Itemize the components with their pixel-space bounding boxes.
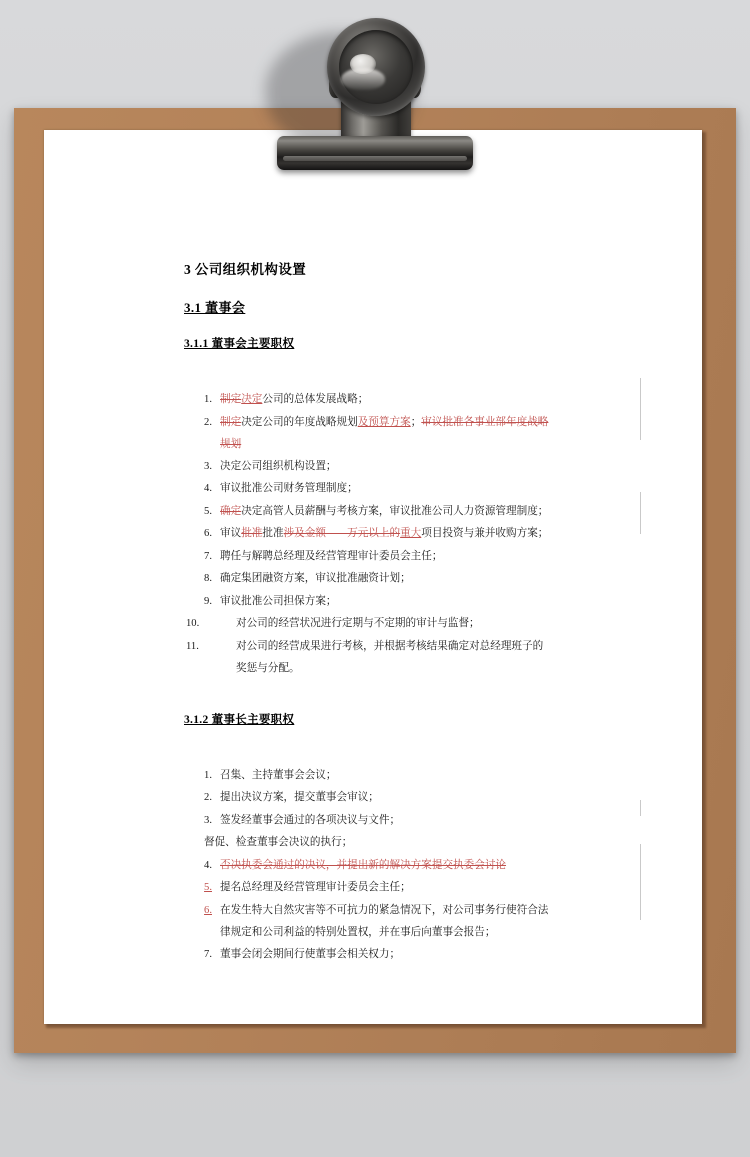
text-run-normal: ； (410, 416, 422, 428)
text-run-deleted: 规划 (220, 439, 242, 450)
clamp-disc (327, 18, 425, 116)
heading-section-3-1-1: 3.1.1 董事会主要职权 (184, 338, 295, 350)
list-item-continuation (184, 434, 614, 456)
list-item (184, 944, 614, 966)
list-item (184, 412, 614, 434)
list-item-text (204, 837, 352, 848)
list-item-number: 3. (204, 814, 212, 826)
list-item-number: 3. (204, 460, 212, 472)
list-item-number: 8. (204, 573, 212, 584)
list-item-text (220, 792, 379, 803)
chairman-powers-list (184, 765, 614, 966)
list-item (184, 501, 614, 523)
list-item-number: 2. (204, 416, 212, 428)
change-bar (640, 492, 641, 534)
text-run-normal: 对公司的经营成果进行考核，并根据考核结果确定对总经理班子的 (236, 640, 544, 652)
list-item-text (220, 573, 411, 584)
heading-section-3-1-1-wrap (184, 334, 614, 371)
list-item-continuation (184, 922, 614, 944)
text-run-deleted: 涉及金额——万元以上的 (283, 528, 401, 539)
heading-section-3-1-2-wrap (184, 710, 614, 747)
list-item (184, 546, 614, 568)
text-run-deleted: 审议批准各事业部年度战略 (421, 416, 549, 428)
document-content (184, 258, 614, 966)
list-item-text (220, 860, 506, 871)
list-item (184, 613, 614, 635)
text-run-normal: 确定集团融资方案，审议批准融资计划； (220, 573, 411, 584)
list-item-text (220, 596, 337, 607)
list-item-number: 2. (204, 792, 212, 803)
list-item-number: 7. (204, 550, 212, 562)
list-item-number: 10. (186, 618, 200, 629)
text-run-inserted: 及预算方案 (357, 416, 411, 428)
list-item-number: 5. (204, 882, 212, 893)
list-item-number: 1. (204, 394, 212, 405)
text-run-normal: 提名总经理及经营管理审计委员会主任； (220, 882, 411, 893)
heading-section-3-1-text: 3.1 董事会 (184, 300, 246, 315)
text-run-normal: 对公司的经营状况进行定期与不定期的审计与监督； (236, 618, 480, 629)
list-item-text (220, 905, 548, 916)
text-run-deleted: 确定 (220, 505, 242, 517)
clipboard-clamp (277, 18, 473, 170)
list-item-text (220, 506, 548, 517)
clamp-bar (277, 136, 473, 170)
text-run-normal: 提出决议方案，提交董事会审议； (220, 792, 379, 803)
document-paper (44, 130, 702, 1024)
list-item (184, 832, 614, 854)
text-run-normal: 决定公司的年度战略规划 (241, 416, 358, 428)
list-item-number: 6. (204, 904, 212, 916)
document-body (44, 130, 702, 1024)
list-item-text (236, 618, 480, 629)
text-run-normal: 签发经董事会通过的各项决议与文件； (220, 814, 401, 826)
list-item-text (220, 394, 368, 405)
list-item-number: 5. (204, 505, 212, 517)
text-run-normal: 在发生特大自然灾害等不可抗力的紧急情况下，对公司事务行使符合法 (220, 904, 549, 916)
list-item (184, 855, 614, 877)
text-run-normal: 项目投资与兼并收购方案； (421, 528, 549, 539)
list-item (184, 523, 614, 545)
list-item (184, 765, 614, 787)
list-item-text (220, 815, 400, 826)
list-item-text (220, 461, 337, 472)
list-item-number: 7. (204, 948, 212, 960)
list-item-text (220, 949, 400, 960)
text-run-normal: 决定高管人员薪酬与考核方案，审议批准公司人力资源管理制度； (241, 505, 549, 517)
text-run-normal: 奖惩与分配。 (236, 663, 300, 674)
list-item (184, 478, 614, 500)
list-item-number: 6. (204, 528, 212, 539)
list-item-number: 11. (186, 640, 199, 652)
list-item-number: 4. (204, 859, 212, 871)
text-run-normal: 审议批准公司财务管理制度； (220, 483, 358, 494)
text-run-normal: 督促、检查董事会决议的执行； (204, 837, 353, 848)
list-item (184, 900, 614, 922)
heading-section-3-1 (184, 297, 614, 316)
text-run-normal: 审议 (220, 528, 242, 539)
text-run-deleted: 制定 (220, 416, 242, 428)
text-run-normal: 批准 (262, 528, 284, 539)
text-run-normal: 召集、主持董事会会议； (220, 769, 337, 781)
text-run-deleted: 否决执委会通过的决议，并提出新的解决方案提交执委会讨论 (220, 859, 507, 871)
text-run-deleted: 批准 (241, 528, 263, 539)
list-item-text (220, 528, 548, 539)
text-run-normal: 董事会闭会期间行使董事会相关权力； (220, 948, 401, 960)
heading-section-3: 3 公司组织机构设置 (184, 262, 307, 277)
list-item (184, 568, 614, 590)
text-run-normal: 审议批准公司担保方案； (220, 595, 337, 607)
list-item-number: 4. (204, 483, 212, 494)
text-run-normal: 聘任与解聘总经理及经营管理审计委员会主任； (220, 550, 443, 562)
list-item-text (236, 641, 543, 652)
list-item-number: 1. (204, 769, 212, 781)
heading-section-3-1-2: 3.1.2 董事长主要职权 (184, 713, 295, 726)
clamp-highlight (341, 68, 385, 90)
change-bar (640, 378, 641, 440)
list-item-text (220, 417, 548, 428)
text-run-normal: 律规定和公司利益的特别处置权，并在事后向董事会报告； (220, 927, 496, 938)
text-run-normal: 决定公司组织机构设置； (220, 460, 337, 472)
list-item (184, 591, 614, 613)
board-powers-list (184, 389, 614, 680)
change-bar (640, 800, 641, 816)
list-item (184, 787, 614, 809)
list-item (184, 810, 614, 832)
change-bar (640, 844, 641, 920)
text-run-inserted: 重大 (400, 528, 422, 539)
list-item (184, 636, 614, 658)
list-item-continuation (184, 658, 614, 680)
list-item (184, 389, 614, 411)
text-run-inserted: 决定 (241, 394, 263, 405)
clipboard-board (14, 108, 736, 1053)
list-item-text (220, 551, 442, 562)
text-run-normal: 公司的总体发展战略； (262, 394, 369, 405)
list-item (184, 456, 614, 478)
list-item (184, 877, 614, 899)
list-item-number: 9. (204, 595, 212, 607)
list-item-text (220, 770, 337, 781)
text-run-deleted: 制定 (220, 394, 242, 405)
list-item-text (220, 483, 358, 494)
list-item-text (220, 882, 411, 893)
